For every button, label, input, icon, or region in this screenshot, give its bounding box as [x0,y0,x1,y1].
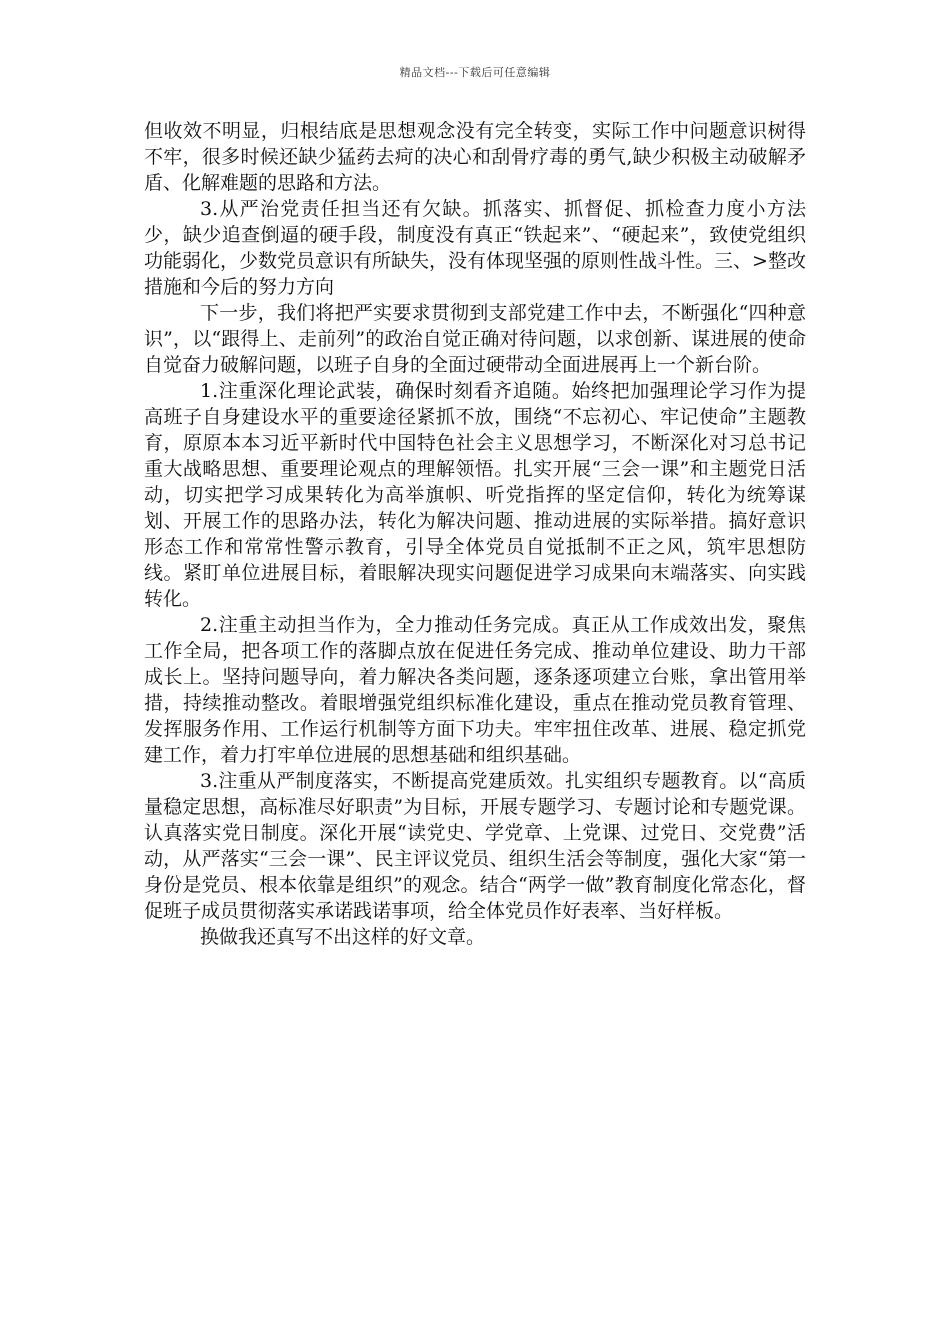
paragraph-1: 但收效不明显，归根结底是思想观念没有完全转变，实际工作中问题意识树得不牢，很多时候还缺少猛药去疴的决心和刮骨疗毒的勇气,缺少积极主动破解矛盾、化解难题的思路和方法。 [144,120,806,194]
page-header: 精品文档---下载后可任意编辑 [399,66,551,79]
paragraph-4: 1.注重深化理论武装，确保时刻看齐追随。始终把加强理论学习作为提高班子自身建设水平的重要途径紧抓不放，围绕“不忘初心、牢记使命”主题教育，原原本本习近平新时代中国特色社会主义思想学习，不断深化对习总书记重大战略思想、重要理论观点的理解领悟。扎实开展“三会一课”和主题党日活动，切实把学习成果转化为高举旗帜、听党指挥的坚定信仰，转化为统筹谋划、开展工作的思路办法，转化为解决问题、推动进展的实际举措。搞好意识形态工作和常常性警示教育，引导全体党员自觉抵制不正之风，筑牢思想防线。紧盯单位进展目标，着眼解决现实问题促进学习成果向末端落实、向实践转化。 [144,380,806,610]
paragraph-6: 3.注重从严制度落实，不断提高党建质效。扎实组织专题教育。以“高质量稳定思想，高标准尽好职责”为目标，开展专题学习、专题讨论和专题党课。认真落实党日制度。深化开展“读党史、学党章、上党课、过党日、交党费”活动，从严落实“三会一课”、民主评议党员、组织生活会等制度，强化大家“第一身份是党员、根本依靠是组织”的观念。结合“两学一做”教育制度化常态化，督促班子成员贯彻落实承诺践诺事项，给全体党员作好表率、当好样板。 [144,770,806,922]
paragraph-5: 2.注重主动担当作为，全力推动任务完成。真正从工作成效出发，聚焦工作全局，把各项工作的落脚点放在促进任务完成、推动单位建设、助力干部成长上。坚持问题导向，着力解决各类问题，逐条逐项建立台账，拿出管用举措，持续推动整改。着眼增强党组织标准化建设，重点在推动党员教育管理、发挥服务作用、工作运行机制等方面下功夫。牢牢扭住改革、进展、稳定抓党建工作，着力打牢单位进展的思想基础和组织基础。 [144,614,806,766]
paragraph-3: 下一步，我们将把严实要求贯彻到支部党建工作中去，不断强化“四种意识”，以“跟得上、走前列”的政治自觉正确对待问题，以求创新、谋进展的使命自觉奋力破解问题，以班子自身的全面过硬带动全面进展再上一个新台阶。 [144,302,806,376]
paragraph-7: 换做我还真写不出这样的好文章。 [200,926,486,948]
paragraph-2: 3.从严治党责任担当还有欠缺。抓落实、抓督促、抓检查力度小方法少，缺少追查倒逼的硬手段，制度没有真正“铁起来”、“硬起来”，致使党组织功能弱化，少数党员意识有所缺失，没有体现坚强的原则性战斗性。三、>整改措施和今后的努力方向 [144,198,806,298]
document-body [144,118,806,950]
